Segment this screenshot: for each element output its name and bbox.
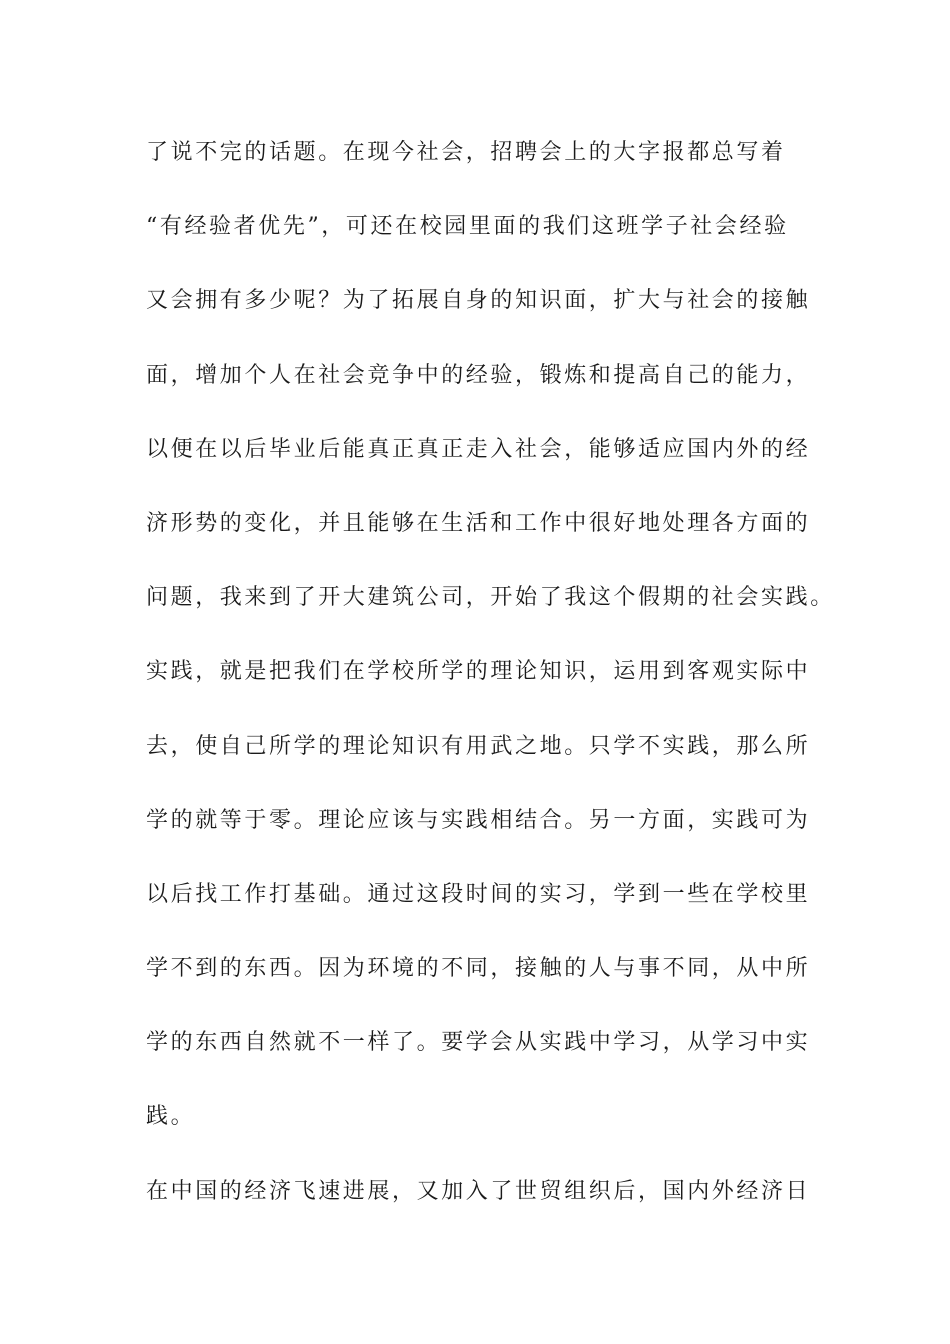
text-line-15: 在中国的经济飞速进展，又加入了世贸组织后，国内外经济日 <box>146 1178 811 1204</box>
text-line-10: 学的就等于零。理论应该与实践相结合。另一方面，实践可为 <box>146 807 811 833</box>
text-line-5: 以便在以后毕业后能真正真正走入社会，能够适应国内外的经 <box>146 436 811 462</box>
text-line-13: 学的东西自然就不一样了。要学会从实践中学习，从学习中实 <box>146 1030 811 1056</box>
text-line-9: 去，使自己所学的理论知识有用武之地。只学不实践，那么所 <box>146 733 811 759</box>
text-line-3: 又会拥有多少呢？为了拓展自身的知识面，扩大与社会的接触 <box>146 288 811 314</box>
text-line-4: 面，增加个人在社会竞争中的经验，锻炼和提高自己的能力， <box>146 362 811 388</box>
body-text <box>146 131 846 1244</box>
text-line-6: 济形势的变化，并且能够在生活和工作中很好地处理各方面的 <box>146 510 811 536</box>
text-line-8: 实践，就是把我们在学校所学的理论知识，运用到客观实际中 <box>146 659 811 685</box>
text-line-7: 问题，我来到了开大建筑公司，开始了我这个假期的社会实践。 <box>146 585 835 611</box>
text-line-1: 了说不完的话题。在现今社会，招聘会上的大字报都总写着 <box>146 140 786 165</box>
text-line-11: 以后找工作打基础。通过这段时间的实习，学到一些在学校里 <box>146 881 811 907</box>
text-line-12: 学不到的东西。因为环境的不同，接触的人与事不同，从中所 <box>146 956 811 982</box>
text-line-14: 践。 <box>146 1104 196 1130</box>
text-line-2: “有经验者优先”，可还在校园里面的我们这班学子社会经验 <box>146 214 789 240</box>
